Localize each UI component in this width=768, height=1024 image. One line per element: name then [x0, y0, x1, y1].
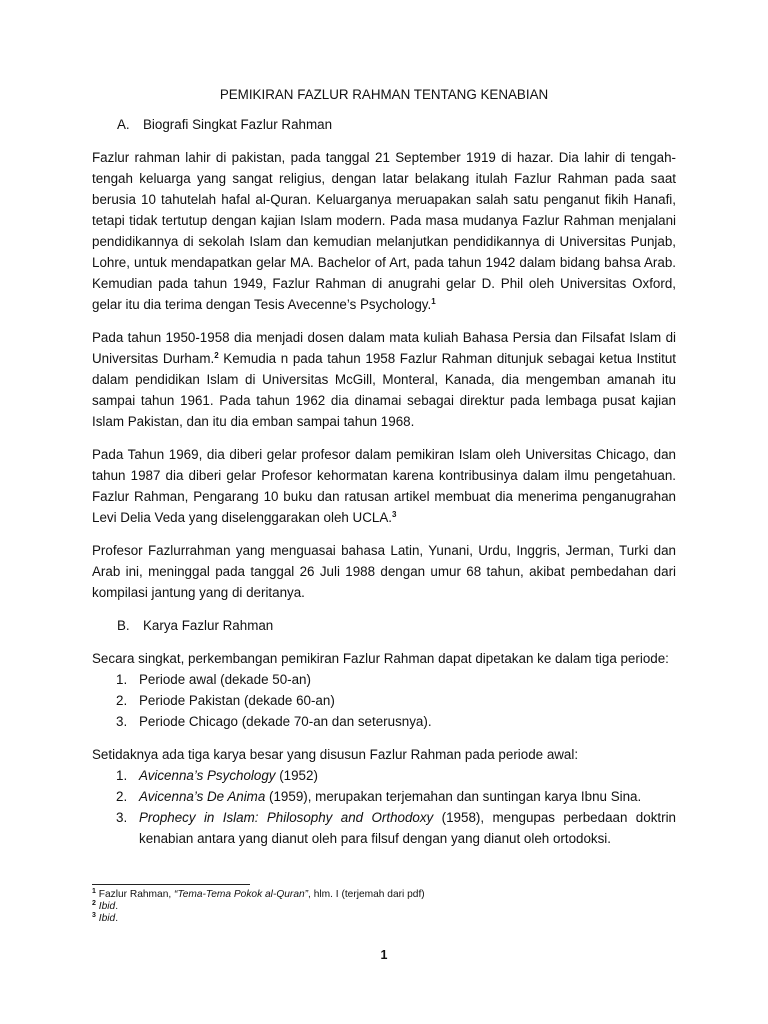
list-text: (1958), mengupas perbedaan doktrin kenabian antara yang dianut oleh para filsuf dengan yang dianut oleh ortodoksi. [139, 810, 676, 846]
list-number: 2. [116, 789, 128, 804]
footnote-number: 1 [92, 888, 96, 895]
document-page [92, 84, 676, 861]
footnote-divider [92, 884, 250, 885]
list-number: 3. [116, 810, 128, 825]
paragraph-text: Pada tahun 1950-1958 dia menjadi dosen dalam mata kuliah Bahasa Persia dan Filsafat Islam di Universitas Durham. [92, 330, 676, 366]
list-item [92, 807, 676, 849]
work-title: Avicenna’s Psychology [139, 768, 276, 783]
paragraph-text: Pada Tahun 1969, dia diberi gelar profesor dalam pemikiran Islam oleh Universitas Chicago, dan tahun 1987 dia diberi gelar Profesor kehormatan karena kontribusinya dalam ilmu pengetahuan. Fazlur Rahman, Pengarang 10 buku dan ratusan artikel membuat dia menerima penganugrahan Levi Delia Veda yang diselenggarakan oleh UCLA. [92, 447, 676, 525]
footnotes [92, 884, 676, 925]
paragraph-text: Kemudia n pada tahun 1958 Fazlur Rahman ditunjuk sebagai ketua Institut dalam pendidikan Islam di Universitas McGill, Monteral, Kanada, dia mengemban amanah itu sampai tahun 1961. Pada tahun 1962 dia dinamai sebagai direktur pada lembaga pusat kajian Islam Pakistan, dan itu dia emban sampai tahun 1968. [92, 351, 677, 429]
works-list [92, 765, 676, 849]
section-a-title: Biografi Singkat Fazlur Rahman [143, 117, 333, 132]
list-text: Periode Pakistan (dekade 60-an) [139, 693, 335, 708]
list-text: Periode awal (dekade 50-an) [139, 672, 311, 687]
list-item [92, 765, 676, 786]
footnote-ref-2: 2 [214, 351, 219, 360]
footnote-ref-3: 3 [392, 510, 397, 519]
footnote-italic: “Tema-Tema Pokok al-Quran” [174, 889, 309, 900]
section-a-heading [92, 114, 676, 135]
list-number: 3. [116, 714, 128, 729]
section-b-heading [92, 615, 676, 636]
paragraph-biography-3 [92, 444, 676, 528]
footnote-3 [92, 913, 676, 925]
footnote-text: Fazlur Rahman, [95, 889, 175, 900]
page-number: 1 [380, 948, 388, 962]
list-number: 2. [116, 693, 128, 708]
list-item [92, 669, 676, 690]
work-title: Prophecy in Islam: Philosophy and Orthodoxy [139, 810, 434, 825]
list-text: (1952) [275, 768, 318, 783]
section-b-title: Karya Fazlur Rahman [143, 618, 274, 633]
periods-intro: Secara singkat, perkembangan pemikiran Fazlur Rahman dapat dipetakan ke dalam tiga periode: [92, 651, 669, 666]
section-b-letter: B. [117, 618, 130, 633]
list-number: 1. [116, 672, 128, 687]
footnote-italic: Ibid [98, 901, 116, 912]
footnote-text: . [115, 913, 119, 924]
section-a-letter: A. [117, 117, 130, 132]
list-item [92, 786, 676, 807]
paragraph-biography-1 [92, 147, 676, 315]
footnote-2 [92, 901, 676, 913]
paragraph-biography-2 [92, 327, 676, 432]
footnote-1 [92, 889, 676, 901]
list-number: 1. [116, 768, 128, 783]
list-text: Periode Chicago (dekade 70-an dan seterusnya). [139, 714, 432, 729]
list-item [92, 711, 676, 732]
footnote-number: 3 [92, 912, 96, 919]
footnote-ref-1: 1 [431, 297, 436, 306]
list-item [92, 690, 676, 711]
list-text: (1959), merupakan terjemahan dan suntingan karya Ibnu Sina. [265, 789, 642, 804]
periods-list [92, 669, 676, 732]
paragraph-text: Fazlur rahman lahir di pakistan, pada tanggal 21 September 1919 di hazar. Dia lahir di tengah-tengah keluarga yang sangat religius, dengan latar belakang itulah Fazlur Rahman pada saat berusia 10 tahutelah hafal al-Quran. Keluarganya meruapakan salah satu penganut fikih Hanafi, tetapi tidak tertutup dengan kajian Islam modern. Pada masa mudanya Fazlur Rahman menjalani pendidikannya di sekolah Islam dan kemudian melanjutkan pendidikannya di Universitas Punjab, Lohre, untuk mendapatkan gelar MA. Bachelor of Art, pada tahun 1942 dalam bidang bahsa Arab. Kemudian pada tahun 1949, Fazlur Rahman di anugrahi gelar D. Phil oleh Universitas Oxford, gelar itu dia terima dengan Tesis Avecenne’s Psychology. [92, 150, 676, 312]
footnote-text: . [115, 901, 119, 912]
footnote-number: 2 [92, 900, 96, 907]
footnote-italic: Ibid [98, 913, 116, 924]
document-title: PEMIKIRAN FAZLUR RAHMAN TENTANG KENABIAN [219, 87, 549, 102]
work-title: Avicenna’s De Anima [139, 789, 266, 804]
paragraph-biography-4: Profesor Fazlurrahman yang menguasai bahasa Latin, Yunani, Urdu, Inggris, Jerman, Turki dan Arab ini, meninggal pada tanggal 26 Juli 1988 dengan umur 68 tahun, akibat pembedahan dari kompilasi jantung yang di deritanya. [92, 543, 676, 600]
footnote-text: , hlm. I (terjemah dari pdf) [308, 889, 425, 900]
works-intro: Setidaknya ada tiga karya besar yang disusun Fazlur Rahman pada periode awal: [92, 747, 579, 762]
